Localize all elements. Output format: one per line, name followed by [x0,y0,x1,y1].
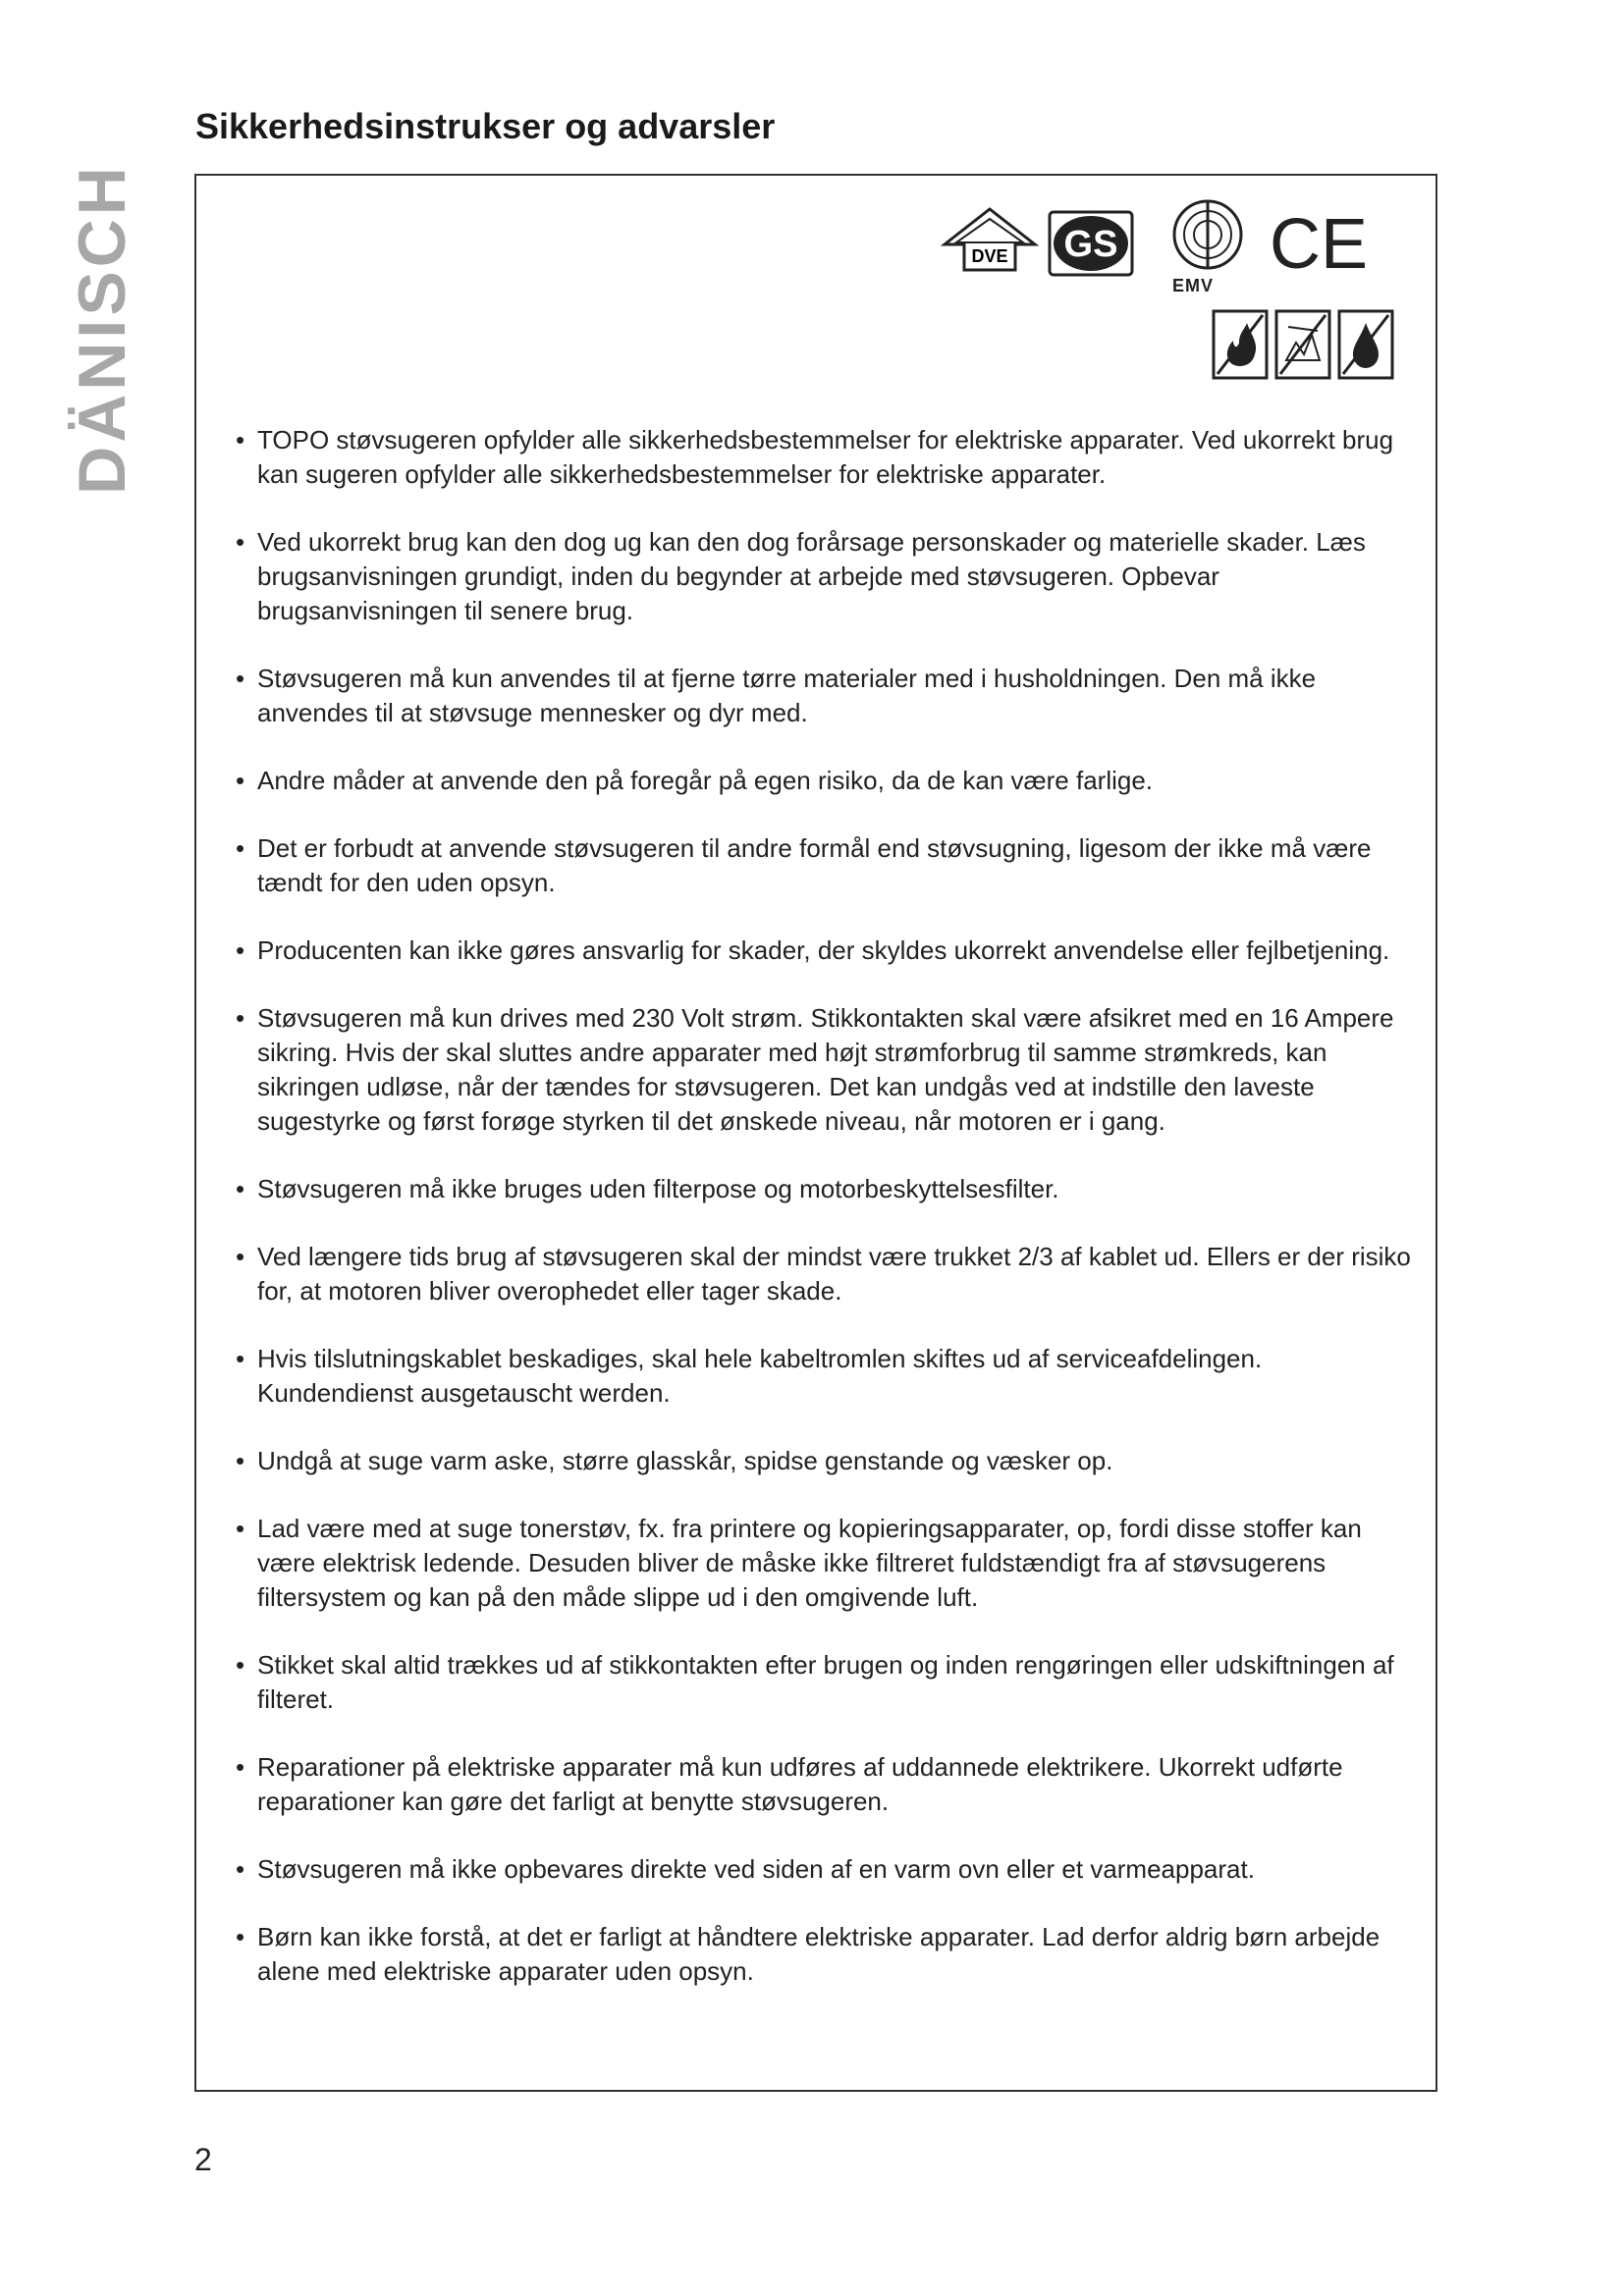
safety-instructions-list [216,423,1416,2022]
certification-marks [941,193,1412,390]
ce-mark-icon [1265,205,1373,284]
list-item: • Ved ukorrekt brug kan den dog ug kan den dog forårsage personskader og materielle skader. Læs brugsanvisningen grundigt, inden du begynder at arbejde med støvsugeren. Opbevar brugsanvisningen til senere brug. [216,525,1416,628]
vde-mark-text: DVE [971,246,1008,266]
list-item: • Producenten kan ikke gøres ansvarlig for skader, der skyldes ukorrekt anvendelse eller fejlbetjening. [216,934,1416,968]
language-side-tab [65,163,140,495]
list-item: • Støvsugeren må ikke bruges uden filterpose og motorbeskyttelsesfilter. [216,1172,1416,1206]
no-liquids-icon [1337,309,1394,380]
vde-mark-icon [941,205,1039,276]
list-item: • Undgå at suge varm aske, større glasskår, spidse genstande og væsker op. [216,1444,1416,1478]
list-item: • Hvis tilslutningskablet beskadiges, skal hele kabeltromlen skiftes ud af serviceafdelingen. Kundendienst ausgetauscht werden. [216,1342,1416,1411]
vde-emv-mark-icon [1164,195,1253,295]
list-item: • Andre måder at anvende den på foregår på egen risiko, da de kan være farlige. [216,764,1416,798]
emv-label: EMV [1172,276,1215,295]
list-item: • Ved længere tids brug af støvsugeren skal der mindst være trukket 2/3 af kablet ud. Ellers er der risiko for, at motoren bliver overophedet eller tager skade. [216,1240,1416,1308]
language-label: DÄNISCH [65,163,140,495]
list-item: • Børn kan ikke forstå, at det er farligt at håndtere elektriske apparater. Lad derfor aldrig børn arbejde alene med elektriske apparater uden opsyn. [216,1920,1416,1989]
list-item: • Det er forbudt at anvende støvsugeren til andre formål end støvsugning, ligesom der ikke må være tændt for den uden opsyn. [216,831,1416,900]
gs-mark-text: GS [1063,224,1118,265]
ce-mark-text: CE [1269,205,1369,284]
list-item: • Stikket skal altid trækkes ud af stikkontakten efter brugen og inden rengøringen eller udskiftningen af filteret. [216,1648,1416,1717]
hazard-symbols [1212,309,1394,380]
no-flames-icon [1212,309,1269,380]
safety-box [194,174,1437,2092]
list-item: • TOPO støvsugeren opfylder alle sikkerhedsbestemmelser for elektriske apparater. Ved ukorrekt brug kan sugeren opfylder alle sikkerhedsbestemmelser for elektriske apparater. [216,423,1416,492]
list-item: • Reparationer på elektriske apparater må kun udføres af uddannede elektrikere. Ukorrekt udførte reparationer kan gøre det farligt at benytte støvsugeren. [216,1750,1416,1819]
gs-mark-icon [1047,209,1135,282]
list-item: • Lad være med at suge tonerstøv, fx. fra printere og kopieringsapparater, op, fordi disse stoffer kan være elektrisk ledende. Desuden bliver de måske ikke filtreret fuldstændigt fra af støvsugerens filtersystem og kan på den måde slippe ud i den omgivende luft. [216,1512,1416,1615]
list-item: • Støvsugeren må kun drives med 230 Volt strøm. Stikkontakten skal være afsikret med en 16 Ampere sikring. Hvis der skal sluttes andre apparater med højt strømforbrug til samme strømkreds, kan sikringen udløse, når der tændes for støvsugeren. Det kan undgås ved at indstille den laveste sugestyrke og først forøge styrken til det ønskede niveau, når motoren er i gang. [216,1001,1416,1139]
list-item: • Støvsugeren må ikke opbevares direkte ved siden af en varm ovn eller et varmeapparat. [216,1852,1416,1887]
list-item: • Støvsugeren må kun anvendes til at fjerne tørre materialer med i husholdningen. Den må ikke anvendes til at støvsuge mennesker og dyr med. [216,662,1416,730]
page-number: 2 [194,2142,212,2177]
no-sharp-objects-icon [1274,309,1331,380]
page-title: Sikkerhedsinstrukser og advarsler [195,106,776,146]
